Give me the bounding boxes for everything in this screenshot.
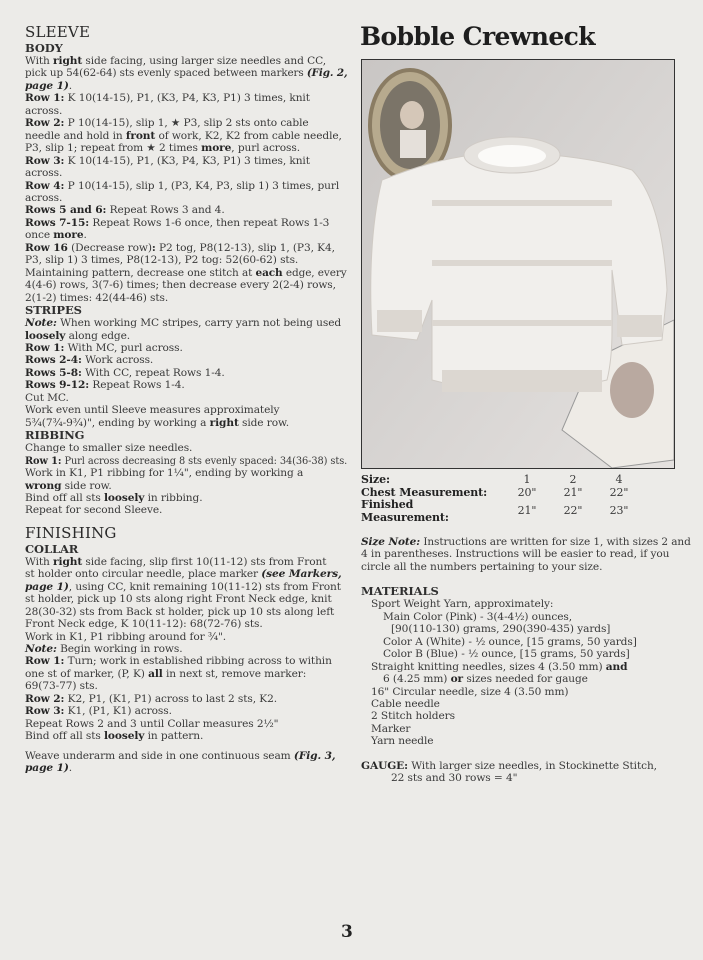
bold-italic-text: (Fig. 2,	[306, 67, 348, 80]
text-line	[361, 636, 681, 648]
subsection-heading: COLLAR	[25, 541, 79, 556]
bold-text: Rows 9-12:	[25, 379, 90, 392]
text-run: Purl across decreasing 8 sts evenly spaced: 34(36-38) sts.	[61, 454, 348, 467]
text-run: K2, P1, (K1, P1) across to last 2 sts, K2.	[64, 692, 278, 705]
text-line	[25, 130, 347, 142]
text-run: Repeat Rows 3 and 4.	[106, 204, 225, 217]
text-line	[25, 730, 347, 742]
text-line	[361, 536, 691, 548]
text-line	[361, 611, 681, 623]
text-run: With	[25, 55, 54, 67]
text-run: Bind off all sts	[25, 491, 104, 504]
text-run: K 10(14-15), P1, (K3, P4, K3, P1) 3 times, knit	[64, 92, 310, 105]
text-line	[25, 367, 347, 379]
text-run: Turn; work in established ribbing across to within	[64, 655, 332, 668]
bold-text: Rows 5 and 6:	[25, 204, 107, 217]
bold-text: Row 1:	[25, 92, 65, 105]
text-run: Instructions are written for size 1, with sizes 2 and	[420, 536, 691, 548]
text-line	[25, 467, 347, 479]
text-run: side facing, slip first 10(11-12) sts from Front	[82, 555, 327, 568]
text-run: in next st, remove marker:	[162, 667, 307, 680]
text-line	[25, 67, 348, 80]
text-run: Bind off all sts	[25, 730, 104, 743]
text-line	[25, 643, 347, 655]
text-run: pick up 54(62-64) sts evenly spaced between markers	[25, 67, 307, 80]
text-line	[25, 404, 347, 416]
text-run: Main Color (Pink) - 3(4-4½) ounces,	[383, 610, 572, 623]
text-line	[361, 598, 681, 610]
text-line	[25, 392, 347, 404]
text-line	[25, 593, 347, 605]
text-run: st holder onto circular needle, place marker	[25, 568, 262, 581]
text-run: [90(110-130) grams, 290(390-435) yards]	[391, 623, 611, 636]
text-run: Change to smaller size needles.	[25, 442, 193, 455]
spacer	[361, 524, 681, 536]
text-run: st holder, pick up 10 sts along right Front Neck edge, knit	[25, 593, 332, 606]
size-value: 23"	[609, 504, 629, 518]
text-run: , purl across.	[231, 142, 300, 155]
size-value: 21"	[517, 504, 537, 518]
text-run: one st of marker, (P, K)	[25, 667, 149, 680]
size-value: 4	[615, 473, 623, 486]
bold-text: Rows 5-8:	[25, 366, 82, 379]
text-run: across.	[25, 191, 63, 204]
bold-text: front	[125, 129, 156, 142]
text-run: With larger size needles, in Stockinette Stitch,	[407, 759, 657, 772]
size-row-label: Size:	[361, 473, 390, 486]
text-line	[25, 668, 347, 680]
text-run: 4 in parentheses. Instructions will be easier to read, if you	[361, 548, 670, 561]
text-run: With	[25, 555, 54, 568]
text-run: in pattern.	[144, 730, 204, 743]
text-run: When working MC stripes, carry yarn not being used	[56, 317, 342, 330]
text-line	[361, 686, 681, 698]
text-run: , using CC, knit remaining 10(11-12) sts from Front	[68, 580, 341, 593]
text-run: Work in K1, P1 ribbing for 1¼", ending by working a	[25, 467, 304, 480]
text-line	[25, 180, 347, 192]
size-value: 20"	[517, 485, 537, 499]
text-line	[25, 568, 347, 580]
text-line	[25, 55, 347, 67]
text-line	[25, 155, 347, 167]
text-line	[25, 117, 347, 129]
text-run: P3, slip 1; repeat from ★ 2 times	[25, 142, 202, 155]
bold-text: loosely	[25, 329, 66, 342]
text-line	[361, 648, 681, 660]
text-line	[25, 705, 347, 717]
text-run: Cut MC.	[25, 391, 69, 404]
bold-text: Row 3:	[25, 705, 65, 718]
text-run: Repeat Rows 1-6 once, then repeat Rows 1-3	[89, 216, 330, 229]
text-line	[361, 548, 681, 560]
bold-text: more	[53, 229, 84, 242]
bold-text: wrong	[25, 479, 62, 492]
text-run: Maintaining pattern, decrease one stitch at	[25, 266, 256, 279]
section-heading: SLEEVE	[25, 23, 91, 41]
left-column	[25, 23, 347, 775]
size-value: 21"	[563, 485, 583, 499]
text-line	[25, 581, 347, 593]
text-line	[25, 80, 347, 92]
subsection-heading: BODY	[25, 41, 63, 55]
text-run: 22 sts and 30 rows = 4"	[391, 772, 518, 785]
size-row	[361, 474, 642, 487]
text-line	[25, 217, 347, 229]
size-value: 22"	[563, 504, 583, 518]
bold-italic-text: (see Markers,	[261, 568, 342, 581]
size-value: 1	[523, 473, 531, 486]
text-line	[25, 242, 347, 254]
bold-text: all	[148, 667, 163, 680]
text-line	[361, 661, 681, 673]
bold-text: GAUGE:	[361, 759, 408, 772]
text-run: Repeat for second Sleeve.	[25, 504, 163, 517]
text-run: P 10(14-15), slip 1, ★ P3, slip 2 sts onto cable	[64, 117, 309, 130]
text-line	[25, 92, 347, 104]
text-run: 16" Circular needle, size 4 (3.50 mm)	[371, 685, 569, 698]
text-line	[25, 762, 347, 774]
bold-text: and	[605, 660, 628, 673]
text-run: Yarn needle	[371, 735, 434, 748]
bold-text: Rows 2-4:	[25, 354, 82, 367]
size-value: 2	[569, 473, 577, 486]
bold-text: Row 1:	[25, 655, 65, 668]
text-run: Work in K1, P1 ribbing around for ¾".	[25, 630, 227, 643]
bold-text: right	[209, 416, 239, 429]
bold-text: Row 4:	[25, 179, 65, 192]
text-run: (Decrease row)	[67, 241, 152, 254]
bold-text: more	[201, 142, 232, 155]
text-line	[25, 330, 347, 342]
text-run: P2 tog, P8(12-13), slip 1, (P3, K4,	[155, 241, 335, 254]
bold-text: Row 2:	[25, 692, 65, 705]
text-run: 5¾(7¾-9¾)", ending by working a	[25, 416, 210, 429]
text-line	[25, 454, 348, 467]
text-line	[25, 105, 347, 117]
text-line	[25, 618, 347, 630]
bold-text: Row 3:	[25, 154, 65, 167]
text-run: circle all the numbers pertaining to your size.	[361, 560, 603, 573]
text-run: K 10(14-15), P1, (K3, P4, K3, P1) 3 times, knit	[64, 154, 310, 167]
bold-text: Row 16	[25, 241, 68, 254]
text-run: Color A (White) - ½ ounce, [15 grams, 50 yards]	[383, 635, 637, 648]
size-row-label: Chest Measurement:	[361, 485, 488, 499]
spacer	[25, 743, 347, 750]
bold-text: loosely	[104, 491, 145, 504]
text-run: .	[68, 79, 73, 92]
text-run: edge, every	[282, 266, 347, 279]
text-run: Begin working in rows.	[56, 643, 183, 656]
text-line	[25, 750, 347, 762]
text-line	[25, 631, 347, 643]
text-run: Weave underarm and side in one continuous seam	[25, 749, 294, 762]
text-line	[25, 379, 347, 391]
text-run: 28(30-32) sts from Back st holder, pick up 10 sts along left	[25, 605, 335, 618]
text-line	[25, 680, 347, 692]
bold-italic-text: page 1)	[25, 580, 69, 593]
size-row-label: Finished Measurement:	[361, 498, 449, 524]
subsection-heading: STRIPES	[25, 303, 82, 318]
text-line	[25, 204, 347, 216]
bold-text: Row 1:	[25, 341, 65, 354]
text-line	[25, 342, 347, 354]
sweater-photo	[361, 59, 675, 469]
text-run: Work across.	[81, 354, 154, 367]
text-run: Sport Weight Yarn, approximately:	[371, 598, 554, 611]
text-run: side row.	[238, 416, 289, 429]
text-line	[361, 710, 681, 722]
bold-text: Row 2:	[25, 117, 65, 130]
text-line	[25, 504, 347, 516]
subsection-heading: RIBBING	[25, 428, 85, 443]
text-line	[25, 480, 347, 492]
bold-text: loosely	[104, 730, 145, 743]
bold-text: right	[53, 555, 83, 568]
text-run: Straight knitting needles, sizes 4 (3.50 mm)	[371, 660, 606, 673]
text-run: P3, slip 1) 3 times, P8(12-13), P2 tog: 52(60-62) sts.	[25, 254, 299, 267]
subsection-heading: MATERIALS	[361, 584, 439, 599]
bold-italic-text: Note:	[25, 643, 57, 656]
text-run: across.	[25, 104, 63, 117]
right-column	[361, 473, 691, 785]
bold-italic-text: page 1)	[25, 79, 69, 92]
bold-italic-text: Size Note:	[361, 536, 421, 548]
text-run: 4(4-6) rows, 3(7-6) times; then decrease every 2(2-4) rows,	[25, 279, 336, 292]
text-line	[25, 492, 347, 504]
bold-text: Rows 7-15:	[25, 216, 90, 229]
pattern-title: Bobble Crewneck	[360, 22, 595, 51]
text-line	[25, 655, 347, 667]
size-row	[361, 499, 642, 524]
text-run: 2 Stitch holders	[371, 710, 455, 723]
text-run: 69(73-77) sts.	[25, 680, 98, 693]
size-table	[361, 474, 642, 524]
text-run: 6 (4.25 mm)	[383, 673, 451, 686]
text-run: 2(1-2) times: 42(44-46) sts.	[25, 291, 169, 304]
text-run: Front Neck edge, K 10(11-12): 68(72-76) sts.	[25, 618, 263, 631]
text-run: across.	[25, 167, 63, 180]
bold-text: each	[255, 266, 283, 279]
text-run: needle and hold in	[25, 129, 126, 142]
text-line	[361, 735, 681, 747]
section-heading: FINISHING	[25, 523, 117, 542]
text-line	[25, 718, 347, 730]
bold-text: or	[450, 673, 464, 686]
text-line	[25, 606, 347, 618]
text-line	[361, 760, 681, 772]
bold-text: :	[151, 241, 156, 254]
bold-italic-text: page 1)	[25, 762, 69, 775]
text-line	[361, 561, 681, 573]
text-run: of work, K2, K2 from cable needle,	[155, 129, 342, 142]
text-run: Repeat Rows 1-4.	[89, 379, 185, 392]
text-line	[361, 623, 681, 635]
text-line	[361, 772, 681, 784]
text-run: in ribbing.	[144, 491, 203, 504]
text-line	[361, 723, 681, 735]
text-line	[361, 698, 681, 710]
bold-text: right	[53, 55, 83, 67]
text-line	[25, 693, 347, 705]
text-line	[25, 442, 347, 454]
text-line	[25, 142, 347, 154]
text-run: With CC, repeat Rows 1-4.	[81, 366, 225, 379]
text-run: Color B (Blue) - ½ ounce, [15 grams, 50 yards]	[383, 648, 630, 661]
text-line	[25, 556, 347, 568]
text-run: Work even until Sleeve measures approximately	[25, 404, 280, 417]
text-run: Marker	[371, 722, 411, 735]
text-line	[25, 229, 347, 241]
text-run: Repeat Rows 2 and 3 until Collar measures 2½"	[25, 717, 279, 730]
text-line	[25, 317, 347, 329]
text-run: Cable needle	[371, 697, 440, 710]
text-run: With MC, purl across.	[64, 341, 183, 354]
text-line	[25, 167, 347, 179]
spacer	[25, 517, 347, 524]
text-run: P 10(14-15), slip 1, (P3, K4, P3, slip 1) 3 times, purl	[64, 179, 340, 192]
text-run: K1, (P1, K1) across.	[64, 705, 172, 718]
spacer	[361, 748, 681, 760]
text-run: .	[68, 762, 73, 775]
text-line	[25, 354, 347, 366]
text-run: side facing, using larger size needles and CC,	[82, 55, 326, 67]
text-run: .	[83, 229, 87, 242]
text-line	[25, 279, 347, 291]
text-line	[25, 266, 347, 279]
text-run: sizes needed for gauge	[463, 673, 588, 686]
text-line	[25, 254, 347, 266]
text-run: side row.	[61, 479, 112, 492]
bold-text: Row 1:	[25, 454, 62, 467]
size-value: 22"	[609, 485, 629, 499]
page-number: 3	[341, 922, 353, 942]
bold-italic-text: (Fig. 3,	[293, 749, 336, 762]
text-run: along edge.	[65, 329, 131, 342]
text-run: once	[25, 229, 54, 242]
text-line	[361, 673, 681, 685]
text-line	[25, 192, 347, 204]
bold-italic-text: Note:	[25, 317, 57, 330]
